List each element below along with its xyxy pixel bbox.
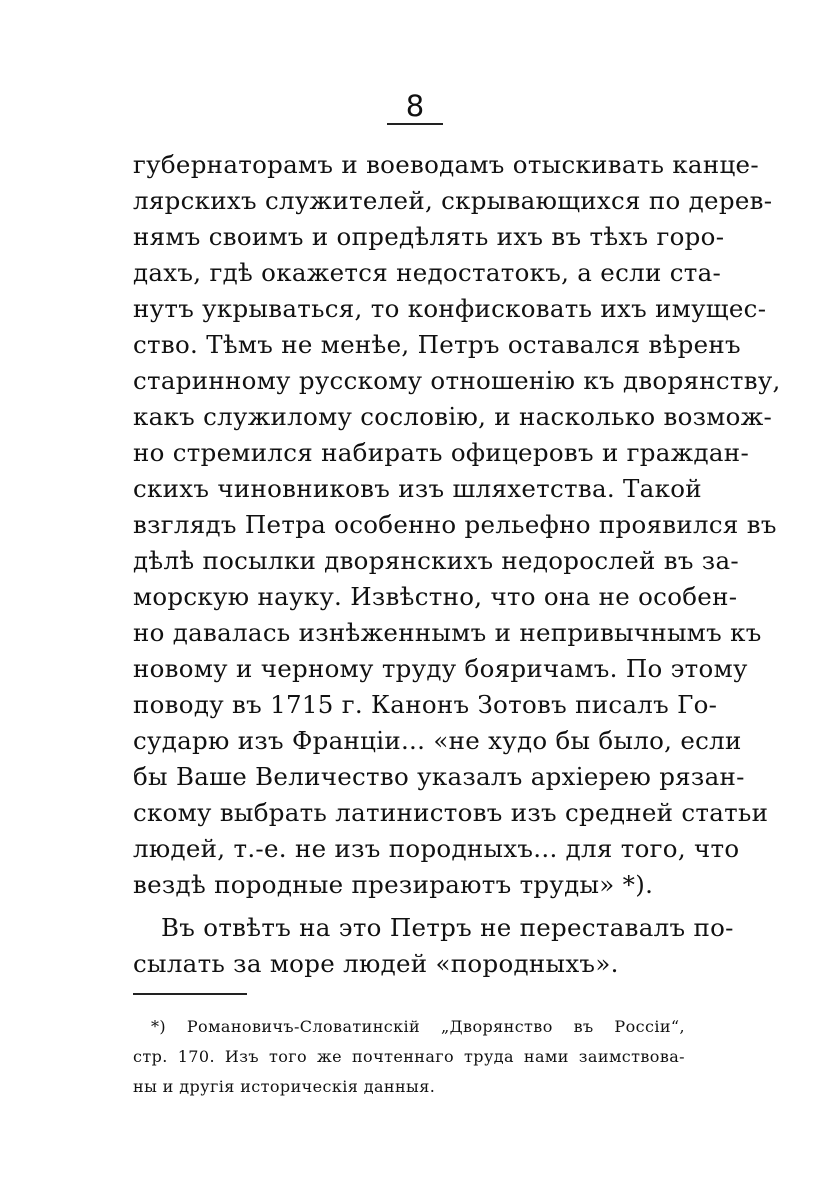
body-line: бы Ваше Величество указалъ архiерею рязан-	[133, 762, 745, 791]
footnote-line: стр. 170. Изъ того же почтеннаго труда нами заимствова-	[133, 1047, 685, 1066]
body-line: ство. Тѣмъ не менѣе, Петръ оставался вѣренъ	[133, 330, 741, 359]
footnote-rule	[133, 993, 247, 995]
body-line: сударю изъ Францiи... «не худо бы было, если	[133, 726, 742, 755]
body-line: вездѣ породные презираютъ труды» *).	[133, 870, 654, 899]
body-line: но давалась изнѣженнымъ и непривычнымъ къ	[133, 618, 762, 647]
body-line: поводу въ 1715 г. Канонъ Зотовъ писалъ Го-	[133, 690, 718, 719]
page-number: 8	[405, 89, 425, 123]
body-line: новому и черному труду бояричамъ. По этому	[133, 654, 748, 683]
body-line: скому выбрать латинистовъ изъ средней статьи	[133, 798, 769, 827]
body-line: нямъ своимъ и опредѣлять ихъ въ тѣхъ горо-	[133, 222, 725, 251]
body-line: взглядъ Петра особенно рельефно проявился въ	[133, 510, 777, 539]
body-line: морскую науку. Извѣстно, что она не особен-	[133, 582, 738, 611]
body-line: но стремился набирать офицеровъ и граждан-	[133, 438, 750, 467]
body-line: старинному русскому отношенiю къ дворянству,	[133, 366, 781, 395]
footnote-line: *) Романовичъ-Словатинскiй „Дворянство въ Россiи“,	[151, 1017, 685, 1036]
body-line: скихъ чиновниковъ изъ шляхетства. Такой	[133, 474, 702, 503]
body-line: какъ служилому сословiю, и насколько возмож-	[133, 402, 773, 431]
body-line: дѣлѣ посылки дворянскихъ недорослей въ за-	[133, 546, 739, 575]
body-line: нутъ укрываться, то конфисковать ихъ имущес-	[133, 294, 767, 323]
body-line: людей, т.-е. не изъ породныхъ... для того, что	[133, 834, 740, 863]
page-number-rule	[387, 123, 443, 125]
footnote-line: ны и другiя историческiя данныя.	[133, 1077, 436, 1096]
body-line: дахъ, гдѣ окажется недостатокъ, а если ста-	[133, 258, 722, 287]
body-line: Въ отвѣтъ на это Петръ не переставалъ по-	[161, 913, 734, 942]
body-line: сылать за море людей «породныхъ».	[133, 949, 619, 978]
body-line: губернаторамъ и воеводамъ отыскивать канце-	[133, 150, 759, 179]
body-line: лярскихъ служителей, скрывающихся по дерев-	[133, 186, 773, 215]
